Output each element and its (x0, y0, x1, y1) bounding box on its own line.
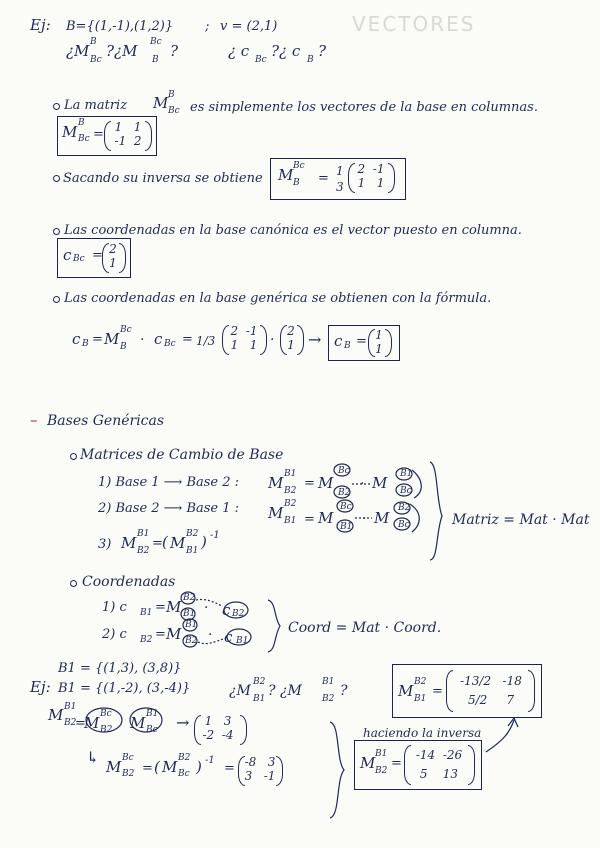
formula-M: M (104, 330, 120, 348)
item2-eq: = (304, 512, 315, 527)
q2-sub: B (152, 55, 159, 65)
curve-arrow (486, 720, 514, 752)
formula-c-sub: B (82, 339, 89, 349)
inverse-box-sub: B2 (375, 766, 388, 776)
ex2-M2-sup: Bc (100, 709, 112, 719)
formula-M-sub: B (120, 342, 127, 352)
formula-dot2: · (270, 332, 275, 348)
formula-c2-sub: Bc (164, 339, 176, 349)
bullet-2-matrix: 2 -1 1 1 (357, 162, 385, 190)
example2-brace (330, 722, 344, 818)
formula-c: c (72, 330, 81, 348)
item1-sub: B2 (284, 486, 297, 496)
bullet-1-matrix: 1 1 -1 2 (114, 120, 142, 148)
bullet-1-sup: B (168, 90, 175, 100)
item1-eq: = (304, 476, 315, 491)
formula-eq: = (92, 332, 103, 347)
bullet-1-box-eq: = (93, 127, 104, 142)
item1-M: M (268, 474, 284, 492)
coord-2-eq: = (155, 627, 166, 642)
example1-prefix: Ej: (30, 16, 51, 34)
bullet-1-box-M: M (62, 123, 78, 141)
example1-bases: B={(1,-1),(1,2)} (66, 19, 174, 34)
circle-b1-2 (337, 520, 353, 532)
q2-sup: Bc (150, 37, 162, 47)
bullet-3-matrix: 2 1 (109, 242, 117, 270)
item1-M3-sub: Bc (400, 486, 412, 496)
ex2-M4-sub: B2 (122, 769, 135, 779)
bullet-4-text: Las coordenadas en la base genérica se obtienen con la fórmula. (64, 291, 492, 306)
item2-M3-sub: Bc (398, 520, 410, 530)
section-2-sub2: Coordenadas (82, 574, 176, 590)
coord-1-M: M (166, 598, 182, 616)
item2-dot: · (362, 511, 367, 527)
bullet-3-eq: = (92, 248, 103, 263)
coord-1-c2: c (222, 601, 231, 619)
formula-eq2: = (182, 332, 193, 347)
example2-prefix: Ej: (30, 678, 51, 696)
bullet-2-frac-den: 3 (336, 180, 344, 194)
coord-arrow-1 (196, 599, 222, 606)
ex2-eq3: = (224, 761, 235, 776)
bullet-2-eq: = (318, 171, 329, 186)
formula-frac: 1/3 (196, 334, 216, 348)
ghost-heading: VECTORES (352, 12, 476, 36)
circle-c1 (181, 592, 195, 604)
q2-end: ? (170, 42, 179, 60)
circle-b1-1 (396, 468, 412, 480)
coord-2-M: M (166, 625, 182, 643)
top-box-M: M (398, 682, 414, 700)
ex2-M5: M (162, 758, 178, 776)
q1-sub: Bc (90, 55, 102, 65)
example1-question-1: ¿M (66, 42, 90, 60)
formula-result-eq: = (356, 334, 367, 349)
item3-sub: B2 (137, 546, 150, 556)
bullet-1-text: La matriz (64, 98, 128, 113)
item3-M2-sub: B1 (186, 546, 199, 556)
inverse-box-M: M (360, 754, 376, 772)
q1-sup: B (90, 37, 97, 47)
item3-inv: -1 (210, 530, 220, 541)
item3-sup: B1 (137, 529, 150, 539)
ex2-eq2: = (142, 761, 153, 776)
section-2-title: Bases Genéricas (47, 413, 165, 429)
formula-arrow: → (308, 330, 322, 349)
bullet-1-rest: es simplemente los vectores de la base en columnas. (190, 100, 538, 115)
ex2-M4: M (106, 758, 122, 776)
ex2-M2: M (84, 714, 100, 732)
coord-2-dot: · (208, 627, 213, 643)
item3-lparen: ( (162, 533, 168, 551)
bullet-2-M: M (278, 166, 294, 184)
ex2-rparen: ) (196, 758, 202, 776)
loop-arrow-1 (412, 470, 421, 498)
q3-sub: Bc (255, 55, 267, 65)
formula-result-matrix: 1 1 (375, 328, 383, 356)
matrices-item-2: 2) Base 2 ⟶ Base 1 : (98, 501, 240, 516)
bullet-3-sub: Bc (73, 254, 85, 264)
ex2-lparen: ( (154, 758, 160, 776)
item1-dot: · (360, 476, 365, 492)
coord-1-M-sub: B1 (183, 609, 196, 619)
formula-matrix-2: 2 1 (287, 324, 295, 352)
example2-q2-sub: B2 (322, 694, 335, 704)
item2-M2-sup: Bc (340, 502, 352, 512)
ex2-eq: = (75, 716, 86, 731)
item2-M2-sub: B1 (340, 522, 353, 532)
matrices-brace-label: Matriz = Mat · Mat (452, 512, 590, 528)
circle-c4 (183, 619, 197, 631)
coord-brace-label: Coord = Mat · Coord. (288, 620, 442, 636)
coord-1-dot: · (204, 600, 209, 616)
item2-sub: B1 (284, 516, 297, 526)
bullet-3-text: Las coordenadas en la base canónica es el vector puesto en columna. (64, 223, 522, 238)
item3-M: M (121, 534, 137, 552)
inverse-box-matrix: -14 -26 5 13 (415, 748, 463, 782)
coord-item-2: 2) c (102, 627, 127, 642)
bullet-1-box-sub: Bc (78, 134, 90, 144)
bases-line: B1 = {(1,3), (3,8)} (58, 661, 182, 676)
item3-M2-sup: B2 (186, 529, 199, 539)
top-box-sup: B2 (414, 677, 427, 687)
formula-result-sub: B (344, 341, 351, 351)
coord-2-M-sup: B1 (185, 620, 198, 630)
bullet-1-sub: Bc (168, 106, 180, 116)
example1-vector: v = (2,1) (220, 19, 278, 34)
circle-b2-2 (394, 502, 410, 514)
loop-arrow-2 (410, 504, 419, 532)
circle-b2-1 (334, 486, 350, 498)
top-box-eq: = (432, 684, 443, 699)
formula-matrix-1: 2 -1 1 1 (230, 324, 258, 352)
formula-dot: · (140, 332, 145, 348)
item2-sup: B2 (284, 499, 297, 509)
top-box-sub: B1 (414, 694, 427, 704)
coord-2-c2: c (224, 628, 233, 646)
bullet-1-box-sup: B (78, 118, 85, 128)
coord-1-eq: = (155, 600, 166, 615)
circle-c6 (227, 629, 251, 645)
ex2-L-arrow: ↳ (86, 748, 100, 767)
item3-M2: M (170, 534, 186, 552)
circle-ex2-1 (86, 708, 122, 732)
item2-M: M (268, 504, 284, 522)
q3-end: ? (318, 42, 327, 60)
ex2-M1: M (48, 706, 64, 724)
ex2-M3-sub: Bc (146, 725, 158, 735)
section-2-sub1: Matrices de Cambio de Base (80, 447, 284, 463)
circle-bc-3 (337, 500, 353, 512)
item2-M3-sup: B2 (398, 503, 411, 513)
inverse-box-eq: = (391, 756, 402, 771)
circle-c3 (224, 602, 248, 618)
ex2-M2-sub: B2 (100, 725, 113, 735)
coord-1-M-sup: B2 (183, 593, 196, 603)
ex2-M5-sup: B2 (178, 753, 191, 763)
ex2-M4-sup: Bc (122, 753, 134, 763)
item2-M3: M (374, 509, 390, 527)
formula-result-c: c (334, 332, 343, 350)
item1-M2-sup: Bc (338, 466, 350, 476)
coord-2-M-sub: B2 (185, 636, 198, 646)
item1-M3: M (372, 474, 388, 492)
example1-question-3: ¿ c (228, 42, 250, 60)
ex2-M1-sup: B1 (64, 702, 77, 712)
example1-question-2: ?¿M (106, 42, 138, 60)
ex2-M1-sub: B2 (64, 718, 77, 728)
example2-q-sup: B2 (253, 677, 266, 687)
ex2-M3: M (130, 714, 146, 732)
item1-sup: B1 (284, 469, 297, 479)
bullet-2-sub: B (293, 178, 300, 188)
example2-q-mid: ? ¿M (268, 683, 302, 699)
bullet-3-c: c (63, 246, 72, 264)
coord-item-1: 1) c (102, 600, 127, 615)
circle-c5 (183, 635, 197, 647)
ex2-M5-sub: Bc (178, 769, 190, 779)
matrices-item-3: 3) (98, 537, 112, 552)
formula-c2: c (154, 330, 163, 348)
example2-q: ¿M (229, 683, 251, 699)
bullet-2-sup: Bc (293, 161, 305, 171)
formula-M-sup: Bc (120, 325, 132, 335)
coord-brace (268, 600, 280, 652)
coord-1-c2-sub: B2 (232, 609, 245, 619)
example2-bases: B1 = {(1,-2), (3,-4)} (58, 681, 191, 696)
coord-1-sub: B1 (140, 608, 153, 618)
section-2-dash: – (30, 411, 38, 429)
q3-sub2: B (307, 55, 314, 65)
coord-2-c2-sub: B1 (236, 636, 249, 646)
bullet-1-M: M (153, 94, 169, 112)
q3-mid: ?¿ c (271, 42, 301, 60)
circle-ex2-2 (130, 708, 162, 732)
item1-M2: M (318, 474, 334, 492)
item1-M3-sup: B1 (400, 469, 413, 479)
item2-M2: M (318, 509, 334, 527)
bullet-2-frac-num: 1 (336, 164, 344, 178)
inverse-box-sup: B1 (375, 749, 388, 759)
item3-rparen: ) (201, 533, 207, 551)
circle-bc-1 (334, 464, 350, 476)
example2-q-end: ? (340, 683, 348, 699)
bullet-2-text: Sacando su inversa se obtiene (63, 171, 263, 186)
circle-c2 (181, 608, 195, 620)
example2-q-sub: B1 (253, 694, 266, 704)
matrices-item-1: 1) Base 1 ⟶ Base 2 : (98, 475, 240, 490)
matrices-brace (430, 462, 442, 560)
coord-arrow-2 (198, 638, 226, 644)
item1-M2-sub: B2 (338, 488, 351, 498)
circle-bc-4 (394, 518, 410, 530)
item3-eq: = (152, 536, 163, 551)
top-box-matrix: -13/2 -18 5/2 7 (460, 674, 522, 708)
ex2-arrow: → (176, 713, 190, 732)
inverse-label: haciendo la inversa (363, 726, 482, 740)
coord-2-sub: B2 (140, 635, 153, 645)
circle-bc-2 (396, 484, 412, 496)
ex2-M3-sup: B1 (146, 709, 159, 719)
ex2-left-matrix: 1 3 -2 -4 (202, 714, 234, 742)
ex2-inv: -1 (205, 755, 215, 766)
ex2-bc-matrix: -8 3 3 -1 (244, 755, 276, 783)
example1-semicolon: ; (205, 19, 210, 34)
example2-q2-sup: B1 (322, 677, 335, 687)
